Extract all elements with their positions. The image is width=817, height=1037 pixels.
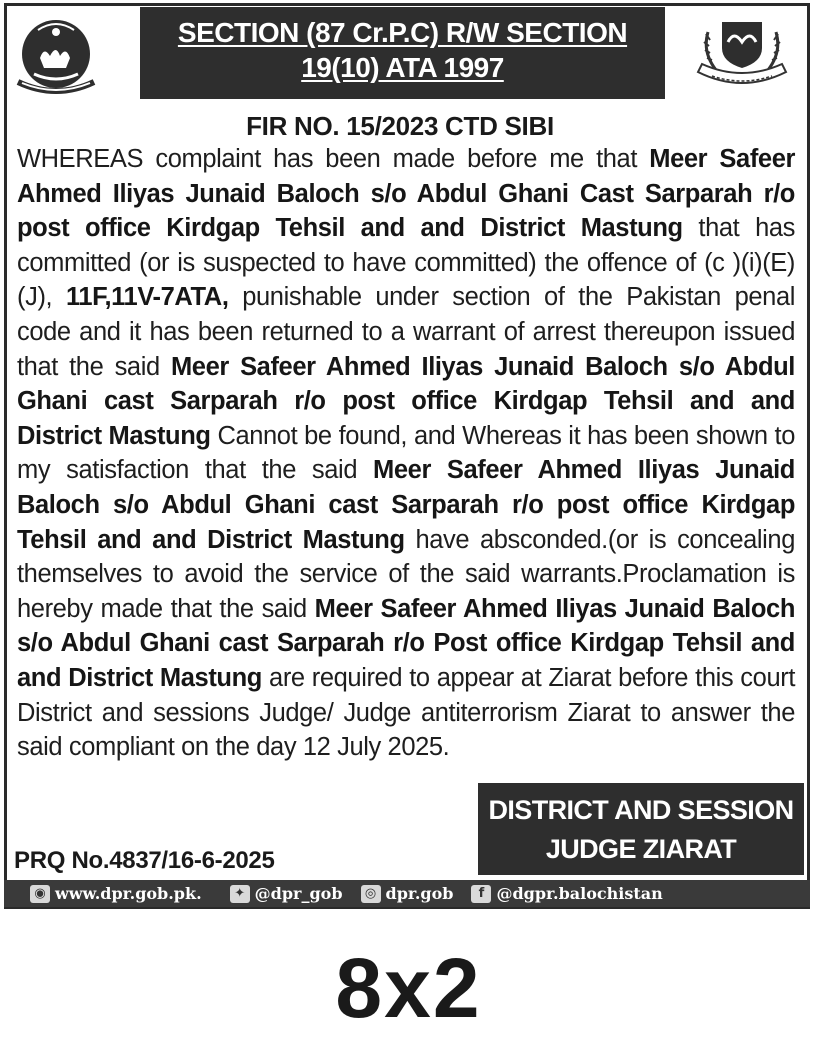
footer-social-bar — [4, 880, 810, 907]
body-text-part6: are required to appear at Ziarat before this court District and sessions Judge/ Judge antiterrorism Ziarat to answer the said compliant on the day 12 July 2025. — [17, 663, 796, 762]
body-text-part5: have absconded.(or is concealing themselves to avoid the service of the said warrants.Proclamation is hereby made that the said — [17, 525, 795, 623]
judge-signature-box — [478, 783, 804, 875]
footer-website[interactable] — [30, 884, 202, 903]
proclamation-body — [17, 142, 795, 765]
twitter-icon: ✦ — [230, 885, 250, 903]
prq-number: PRQ No.4837/16-6-2025 — [14, 847, 275, 874]
body-text-part3: punishable under section of the Pakistan penal code and it has been returned to a warrant of arrest thereupon issued that the said — [17, 283, 795, 381]
body-text-part2: that has committed (or is suspected to have committed) the offence of (c )(i)(E) (J), — [17, 214, 795, 312]
section-header — [140, 7, 665, 99]
facebook-handle[interactable]: @dgpr.balochistan — [496, 884, 663, 903]
facebook-icon: f — [471, 885, 491, 903]
section-header-line1: SECTION (87 Cr.P.C) R/W SECTION — [177, 17, 628, 48]
accused-name-2: Meer Safeer Ahmed Iliyas Junaid Baloch s/o Abdul Ghani cast Sarparah r/o post office Kirdgap Tehsil and and District Mastung — [17, 352, 795, 450]
globe-icon: ◉ — [30, 885, 50, 903]
judge-line1: DISTRICT AND SESSION — [488, 795, 794, 825]
twitter-handle[interactable]: @dpr_gob — [254, 884, 343, 903]
accused-name-1: Meer Safeer Ahmed Iliyas Junaid Baloch s/o Abdul Ghani Cast Sarparah r/o post office Kirdgap Tehsil and and District Mastung — [17, 145, 796, 243]
instagram-icon: ◎ — [361, 885, 381, 903]
fir-title: FIR NO. 15/2023 CTD SIBI — [246, 111, 554, 141]
footer-instagram[interactable] — [361, 884, 454, 903]
dgpr-emblem — [692, 12, 792, 90]
balochistan-government-seal — [10, 12, 102, 96]
accused-name-4: Meer Safeer Ahmed Iliyas Junaid Baloch s/o Abdul Ghani cast Sarparah r/o Post office Kirdgap Tehsil and and District Mastung — [17, 594, 795, 692]
instagram-handle[interactable]: dpr.gob — [385, 884, 454, 903]
footer-twitter[interactable] — [230, 884, 343, 903]
footer-facebook[interactable] — [471, 884, 662, 903]
body-text-part4: Cannot be found, and Whereas it has been shown to my satisfaction that the said — [17, 421, 795, 485]
ad-size-label: 8x2 — [335, 941, 482, 1035]
judge-line2: JUDGE ZIARAT — [545, 834, 737, 864]
section-header-line2: 19(10) ATA 1997 — [301, 52, 504, 83]
offence-sections: 11F,11V-7ATA, — [65, 283, 229, 312]
accused-name-3: Meer Safeer Ahmed Iliyas Junaid Baloch s/o Abdul Ghani cast Sarparah r/o post office Kirdgap Tehsil and and District Mastung — [17, 456, 795, 554]
body-text-part1: WHEREAS complaint has been made before me that — [17, 145, 650, 173]
website-link[interactable]: www.dpr.gob.pk. — [55, 884, 202, 903]
